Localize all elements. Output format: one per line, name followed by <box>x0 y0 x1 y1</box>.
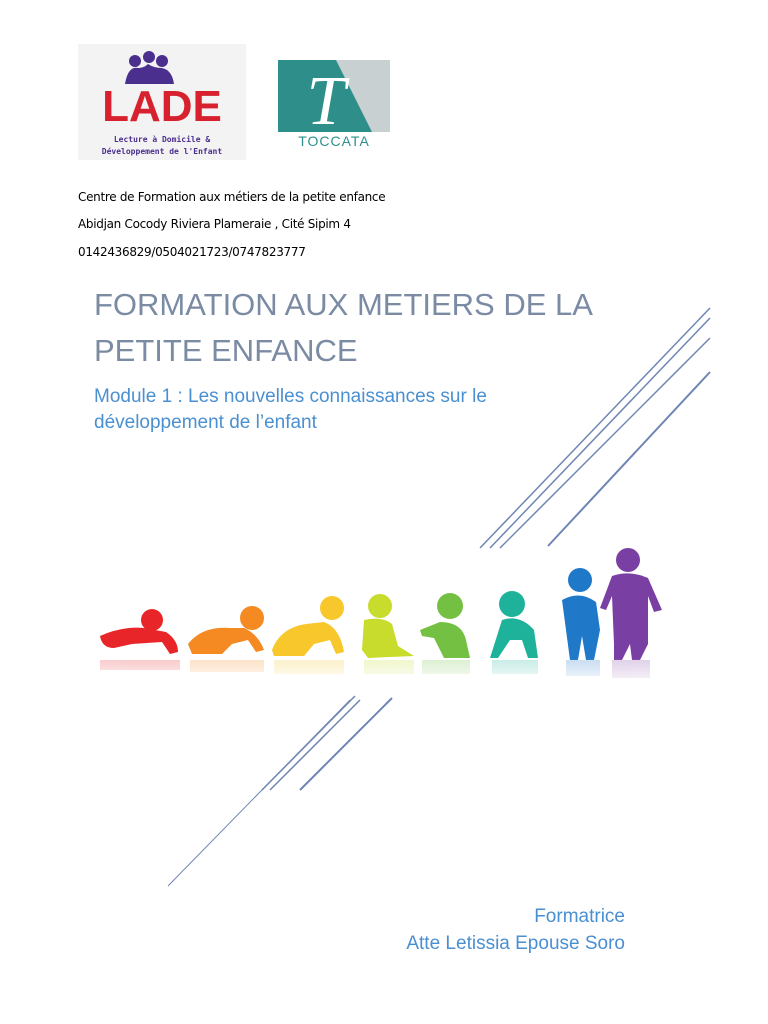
svg-text:LADE: LADE <box>102 82 222 131</box>
title-line-1: FORMATION AUX METIERS DE LA <box>94 287 593 322</box>
toddler-standing-icon <box>562 568 600 660</box>
subtitle-line-1: Module 1 : Les nouvelles connaissances sur le <box>94 386 487 407</box>
trainer-name: Atte Letissia Epouse Soro <box>406 933 625 954</box>
svg-text:Développement de l'Enfant: Développement de l'Enfant <box>101 147 223 156</box>
child-development-illustration <box>92 540 672 700</box>
page-title <box>94 282 684 374</box>
baby-kneeling-icon <box>420 593 470 658</box>
subtitle-line-2: développement de l’enfant <box>94 412 317 433</box>
module-subtitle <box>94 384 554 436</box>
baby-rising-icon <box>490 591 538 658</box>
baby-crawling-icon <box>188 606 264 654</box>
baby-crawling-2-icon <box>272 596 344 656</box>
centre-phones: 0142436829/0504021723/0747823777 <box>78 245 306 259</box>
trainer-label: Formatrice <box>534 906 625 927</box>
title-line-2: PETITE ENFANCE <box>94 333 358 368</box>
baby-lying-icon <box>100 609 178 654</box>
svg-text:T: T <box>306 63 346 140</box>
baby-sitting-icon <box>362 594 414 658</box>
svg-text:TOCCATA: TOCCATA <box>298 133 370 149</box>
centre-address: Abidjan Cocody Riviera Plameraie , Cité Sipim 4 <box>78 217 351 231</box>
centre-name: Centre de Formation aux métiers de la petite enfance <box>78 190 386 204</box>
child-standing-icon <box>600 548 662 660</box>
svg-text:Lecture à Domicile &: Lecture à Domicile & <box>113 135 211 144</box>
